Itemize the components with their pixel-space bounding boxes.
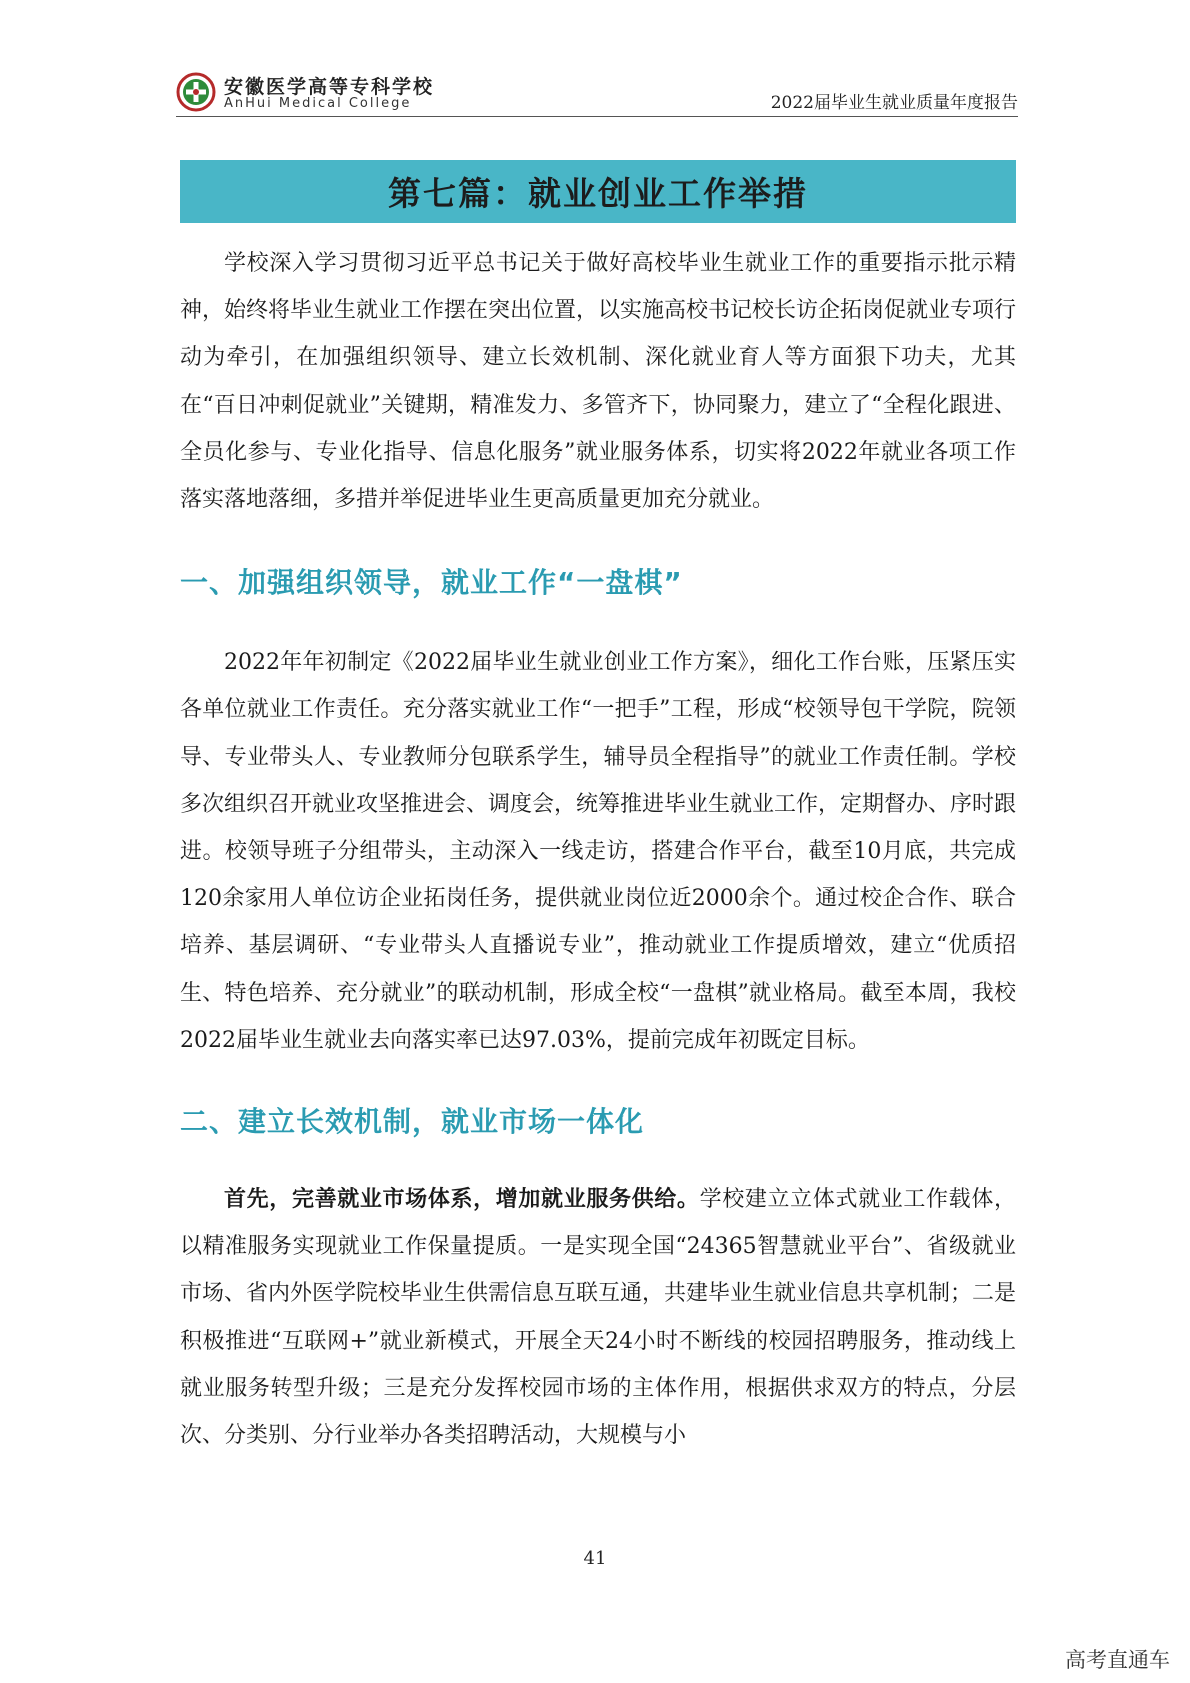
school-logo — [176, 72, 216, 112]
chapter-title: 第七篇：就业创业工作举措 — [388, 174, 808, 213]
page-content — [180, 240, 1016, 1459]
school-name-cn: 安徽医学高等专科学校 — [224, 76, 435, 98]
school-name-en: AnHui Medical College — [224, 96, 412, 111]
report-title: 2022届毕业生就业质量年度报告 — [770, 93, 1018, 113]
header-divider — [176, 116, 1018, 117]
page-header — [176, 66, 1018, 116]
chapter-banner — [180, 160, 1016, 223]
intro-paragraph: 学校深入学习贯彻习近平总书记关于做好高校毕业生就业工作的重要指示批示精神，始终将毕业生就业工作摆在突出位置，以实施高校书记校长访企拓岗促就业专项行动为牵引，在加强组织领导、建立长效机制、深化就业育人等方面狠下功夫，尤其在“百日冲刺促就业”关键期，精准发力、多管齐下，协同聚力，建立了“全程化跟进、全员化参与、专业化指导、信息化服务”就业服务体系，切实将2022年就业各项工作落实落地落细，多措并举促进毕业生更高质量更加充分就业。 — [180, 251, 1017, 513]
section-1-paragraph: 2022年年初制定《2022届毕业生就业创业工作方案》，细化工作台账，压紧压实各单位就业工作责任。充分落实就业工作“一把手”工程，形成“校领导包干学院，院领导、专业带头人、专业教师分包联系学生，辅导员全程指导”的就业工作责任制。学校多次组织召开就业攻坚推进会、调度会，统筹推进毕业生就业工作，定期督办、序时跟进。校领导班子分组带头，主动深入一线走访，搭建合作平台，截至10月底，共完成120余家用人单位访企业拓岗任务，提供就业岗位近2000余个。通过校企合作、联合培养、基层调研、“专业带头人直播说专业”，推动就业工作提质增效，建立“优质招生、特色培养、充分就业”的联动机制，形成全校“一盘棋”就业格局。截至本周，我校2022届毕业生就业去向落实率已达97.03%，提前完成年初既定目标。 — [180, 650, 1017, 1053]
page-number: 41 — [583, 1548, 607, 1569]
watermark: 高考直通车 — [1065, 1648, 1170, 1672]
section-2-body: 学校建立立体式就业工作载体，以精准服务实现就业工作保量提质。一是实现全国“24365智慧就业平台”、省级就业市场、省内外医学院校毕业生供需信息互联互通，共建毕业生就业信息共享机制；二是积极推进“互联网+”就业新模式，开展全天24小时不断线的校园招聘服务，推动线上就业服务转型升级；三是充分发挥校园市场的主体作用，根据供求双方的特点，分层次、分类别、分行业举办各类招聘活动，大规模与小 — [180, 1187, 1017, 1449]
section-1-heading: 一、加强组织领导，就业工作“一盘棋” — [180, 566, 683, 600]
section-2-paragraph — [180, 1176, 1016, 1459]
section-2-lead: 首先，完善就业市场体系，增加就业服务供给。 — [224, 1186, 700, 1213]
section-2-heading: 二、建立长效机制，就业市场一体化 — [180, 1105, 645, 1139]
